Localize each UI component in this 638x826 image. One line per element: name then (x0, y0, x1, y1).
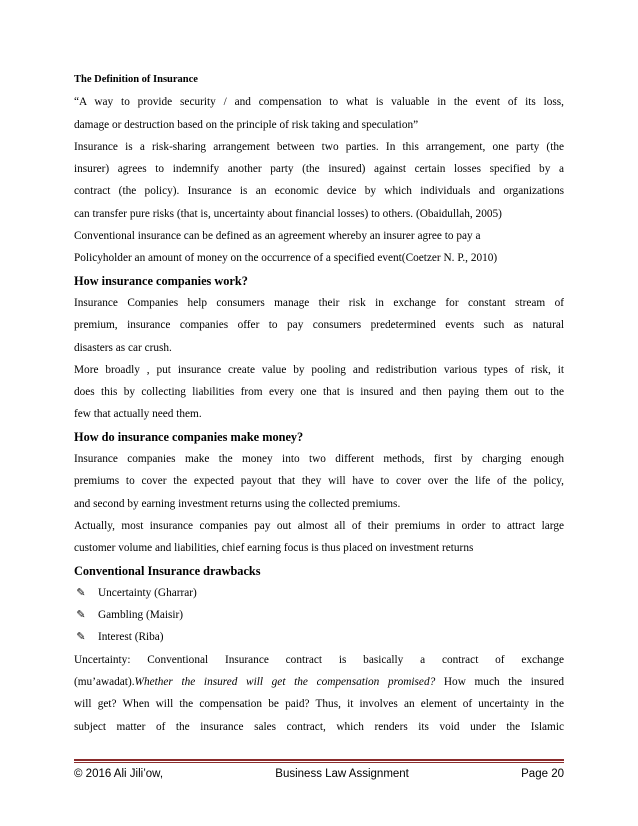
paragraph-line: subject matter of the insurance sales contract, which renders its void under the Islamic (74, 720, 564, 733)
page-footer (74, 768, 564, 780)
footer-title: Business Law Assignment (275, 768, 409, 780)
paragraph-line: Policyholder an amount of money on the occurrence of a specified event(Coetzer N. P., 2010) (74, 252, 498, 265)
document-body (74, 69, 564, 738)
paragraph-line: More broadly , put insurance create value by pooling and redistribution various types of risk, it (74, 363, 564, 376)
footer-rule (74, 759, 564, 761)
paragraph-line: and second by earning investment returns using the collected premiums. (74, 497, 401, 510)
bullet-item (74, 626, 564, 648)
footer-rule (74, 762, 564, 763)
page-number: Page 20 (521, 768, 564, 780)
quote-line: “A way to provide security / and compensation to what is valuable in the event of its loss, (74, 96, 564, 109)
pencil-icon: ✎ (76, 608, 86, 622)
paragraph-line: disasters as car crush. (74, 341, 172, 354)
paragraph-line: Uncertainty: Conventional Insurance contract is basically a contract of exchange (74, 653, 564, 666)
bullet-item (74, 582, 564, 604)
paragraph-line: Insurance Companies help consumers manage their risk in exchange for constant stream of (74, 296, 564, 309)
paragraph-line: Conventional insurance can be defined as an agreement whereby an insurer agree to pay a (74, 230, 481, 243)
paragraph-line: contract (the policy). Insurance is an economic device by which individuals and organizations (74, 185, 564, 198)
paragraph-line: insurer) agrees to indemnify another party (the insured) against certain losses specified by a (74, 163, 564, 176)
paragraph-line: does this by collecting liabilities from every one that is insured and then paying them out to the (74, 386, 564, 399)
paragraph-line: customer volume and liabilities, chief earning focus is thus placed on investment returns (74, 542, 474, 555)
text-span: How much the insured (435, 676, 564, 689)
section-heading-drawbacks: Conventional Insurance drawbacks (74, 563, 261, 578)
bullet-item (74, 604, 564, 626)
paragraph-line: premium, insurance companies offer to pay consumers predetermined events such as natural (74, 319, 564, 332)
text-span: (mu’awadat). (74, 676, 135, 689)
bullet-text: Gambling (Maisir) (98, 609, 184, 622)
paragraph-line: few that actually need them. (74, 408, 202, 421)
bullet-text: Uncertainty (Gharrar) (98, 586, 197, 599)
quote-line: damage or destruction based on the principle of risk taking and speculation” (74, 118, 419, 131)
section-heading-make-money: How do insurance companies make money? (74, 429, 304, 444)
section-heading-how-work: How insurance companies work? (74, 273, 248, 288)
paragraph-line: Insurance is a risk-sharing arrangement between two parties. In this arrangement, one party (the (74, 140, 564, 153)
paragraph-line: Insurance companies make the money into two different methods, first by charging enough (74, 453, 564, 466)
paragraph-line: premiums to cover the expected payout that they will have to cover over the life of the policy, (74, 475, 564, 488)
pencil-icon: ✎ (76, 630, 86, 644)
paragraph-line: will get? When will the compensation be paid? Thus, it involves an element of uncertainty in the (74, 698, 564, 711)
section-heading-definition: The Definition of Insurance (74, 74, 198, 85)
footer-copyright: © 2016 Ali Jili’ow, (74, 768, 164, 780)
pencil-icon: ✎ (76, 585, 86, 599)
paragraph-line: can transfer pure risks (that is, uncertainty about financial losses) to others. (Obaidullah, 2005) (74, 207, 502, 220)
italic-question: Whether the insured will get the compensation promised? (134, 676, 436, 689)
paragraph-line (74, 671, 564, 693)
bullet-text: Interest (Riba) (98, 631, 164, 644)
paragraph-line: Actually, most insurance companies pay out almost all of their premiums in order to attract large (74, 519, 564, 532)
